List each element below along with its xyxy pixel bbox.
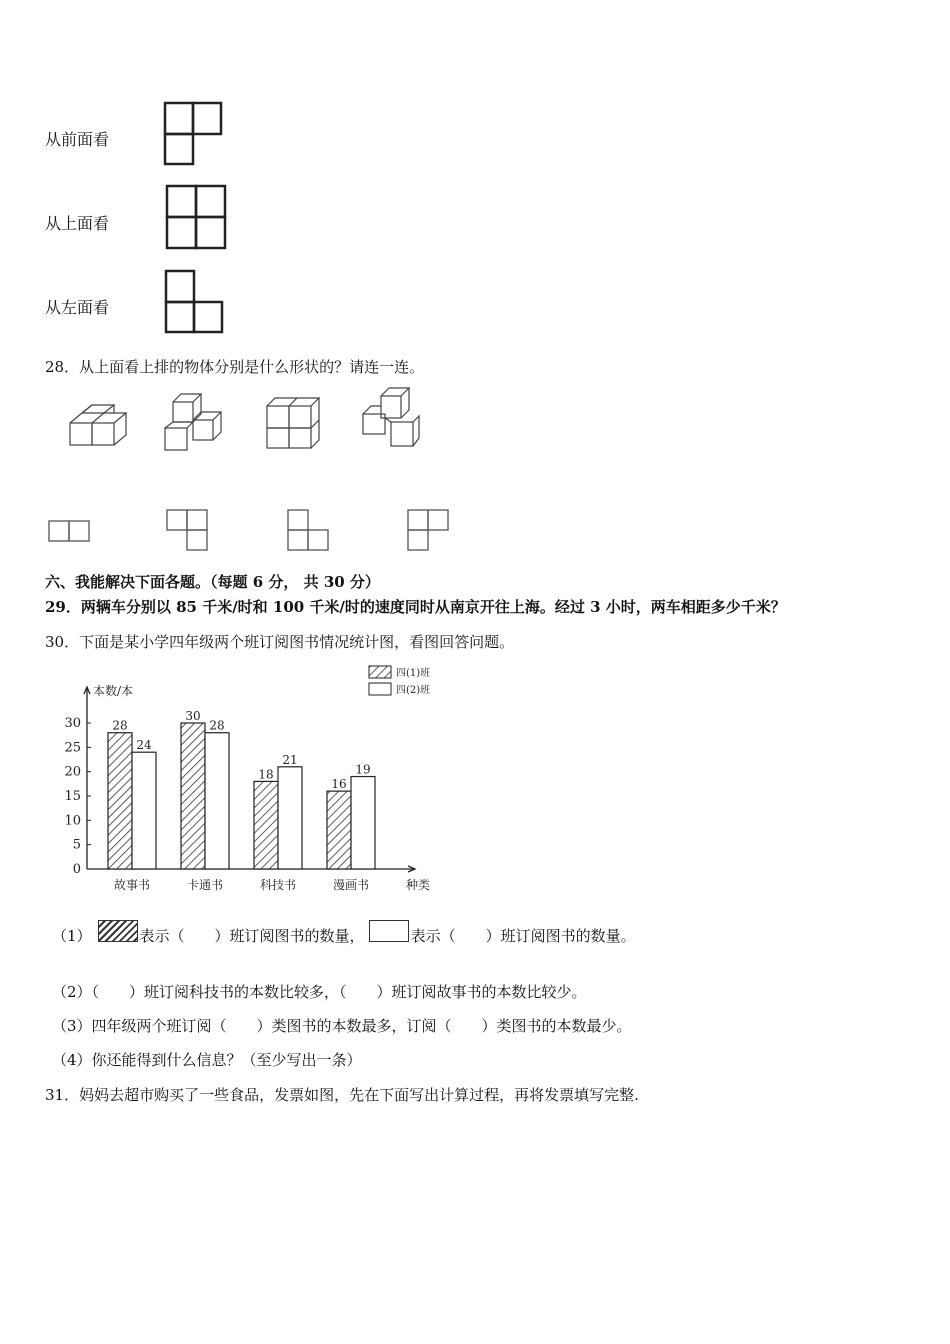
question-30: 30．下面是某小学四年级两个班订阅图书情况统计图，看图回答问题。 — [45, 633, 515, 651]
q30-sub1-end: 表示（ ）班订阅图书的数量。 — [410, 927, 636, 945]
x-tick-label: 漫画书 — [332, 878, 370, 892]
bar-class1 — [108, 733, 132, 869]
y-tick-label: 5 — [72, 837, 81, 853]
legend-label: 四(2)班 — [396, 685, 431, 696]
y-tick-label: 25 — [64, 740, 81, 756]
left-view-label: 从左面看 — [45, 298, 110, 317]
y-tick-label: 20 — [64, 764, 81, 780]
cube-figure-4 — [359, 386, 423, 450]
top-view-label: 从上面看 — [45, 214, 110, 233]
bar-class2 — [278, 767, 302, 869]
top-view-figure — [166, 185, 228, 251]
bar-value-label: 21 — [282, 752, 298, 767]
y-tick-label: 10 — [64, 813, 81, 829]
x-axis-label: 种类 — [406, 878, 431, 892]
bar-class2 — [132, 752, 156, 869]
plan-shape-4 — [407, 509, 451, 553]
bar-value-label: 28 — [209, 718, 225, 733]
bar-value-label: 19 — [355, 762, 371, 777]
x-tick-label: 故事书 — [113, 878, 151, 892]
bar-class1 — [181, 723, 205, 869]
question-28: 28．从上面看上排的物体分别是什么形状的？请连一连。 — [45, 358, 425, 376]
bar-value-label: 30 — [185, 709, 201, 723]
plan-shape-1 — [48, 520, 92, 544]
bar-class2 — [351, 777, 375, 869]
bar-value-label: 24 — [136, 738, 152, 753]
plan-shape-2 — [166, 509, 210, 553]
q30-sub4: （4）你还能得到什么信息？（至少写出一条） — [52, 1051, 362, 1069]
q30-sub2: （2）（ ）班订阅科技书的本数比较多，（ ）班订阅故事书的本数比较少。 — [52, 983, 587, 1001]
x-tick-label: 科技书 — [259, 878, 297, 892]
front-view-figure — [164, 102, 224, 166]
hatched-legend-sample — [98, 920, 138, 942]
y-tick-label: 30 — [64, 716, 81, 731]
left-view-figure — [165, 270, 225, 334]
bar-value-label: 28 — [112, 718, 128, 733]
q30-sub1-prefix: （1） — [52, 927, 92, 945]
bar-chart — [60, 662, 480, 892]
bar-class1 — [254, 781, 278, 869]
bar-value-label: 18 — [258, 767, 274, 782]
bar-class2 — [205, 733, 229, 869]
cube-figure-1 — [68, 405, 128, 455]
q30-sub3: （3）四年级两个班订阅（ ）类图书的本数最多，订阅（ ）类图书的本数最少。 — [52, 1017, 632, 1035]
blank-legend-sample — [369, 920, 409, 942]
bar-class1 — [327, 791, 351, 869]
y-tick-label: 15 — [64, 789, 81, 804]
section-6-title: 六、我能解决下面各题。（每题 6 分， 共 30 分） — [45, 573, 380, 591]
question-31: 31．妈妈去超市购买了一些食品，发票如图，先在下面写出计算过程，再将发票填写完整. — [45, 1086, 639, 1104]
cube-figure-3 — [265, 396, 321, 452]
y-tick-label: 0 — [72, 862, 81, 877]
y-axis-label: 本数/本 — [93, 684, 134, 698]
cube-figure-2 — [163, 392, 225, 454]
legend-label: 四(1)班 — [396, 668, 431, 679]
bar-value-label: 16 — [331, 777, 347, 792]
legend-swatch — [369, 666, 391, 678]
plan-shape-3 — [287, 509, 331, 553]
question-29: 29．两辆车分别以 85 千米/时和 100 千米/时的速度同时从南京开往上海。经过 3 小时，两车相距多少千米？ — [45, 598, 786, 616]
q30-sub1-mid: 表示（ ）班订阅图书的数量， — [139, 927, 365, 945]
front-view-label: 从前面看 — [45, 130, 110, 149]
legend-swatch — [369, 683, 391, 695]
q30-sub1 — [52, 920, 636, 946]
x-tick-label: 卡通书 — [186, 878, 224, 892]
